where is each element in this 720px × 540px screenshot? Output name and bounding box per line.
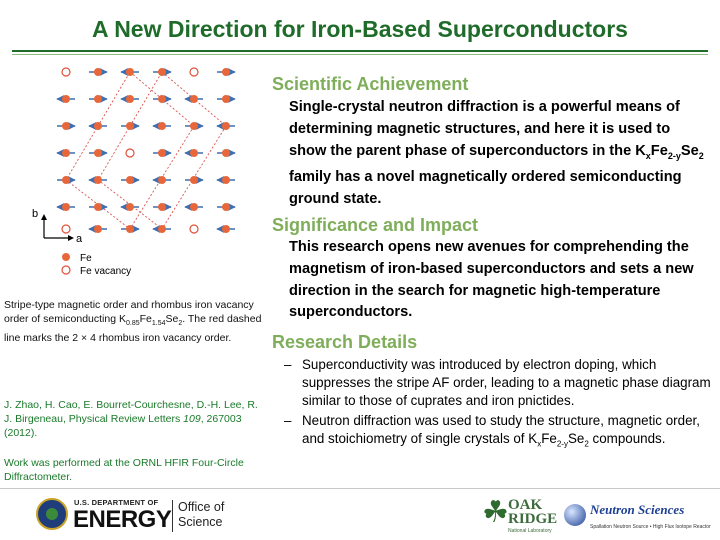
footer-divider: [0, 488, 720, 489]
figure-caption: Stripe-type magnetic order and rhombus iron vacancy order of semiconducting $K_{0.85}Fe_{1.54}Se_2$. The red dashed line marks the 2 × 4 rhombus iron vacancy order.: [4, 299, 262, 345]
fe-vacancy-site: [62, 225, 70, 233]
fe-site: [126, 122, 134, 130]
legend-fe-marker: [62, 253, 70, 261]
oak-leaf-icon: ☘: [482, 496, 509, 529]
heading-research-details: Research Details: [272, 332, 418, 352]
fe-site: [62, 95, 70, 103]
fe-site: [94, 203, 102, 211]
legend-vacancy-marker: [62, 266, 70, 274]
fe-site: [62, 149, 70, 157]
fe-site: [158, 68, 166, 76]
ornl-wordmark: OAK RIDGE: [508, 497, 558, 527]
fe-site: [94, 122, 102, 130]
achievement-text: Single-crystal neutron diffraction is a powerful means of determining magnetic structures, and here it is used to show the parent phase of superconductors in the $K_xFe_{2-y}Se_2$ family has a novel magnetically ordered semiconducting ground state.: [289, 99, 704, 208]
fe-site: [222, 95, 230, 103]
details-list: [284, 356, 714, 456]
impact-text: This research opens new avenues for comprehending the magnetism of iron-based superconductors and sets a new direction in the search for magnetic high-temperature superconductors.: [289, 239, 694, 321]
fe-site: [94, 176, 102, 184]
doe-logo: [36, 496, 236, 536]
office-of-science: Office of Science: [178, 500, 225, 529]
lattice-diagram: [32, 62, 270, 277]
fe-site: [126, 176, 134, 184]
fe-site: [62, 203, 70, 211]
fe-site: [158, 149, 166, 157]
legend-vacancy-label: Fe vacancy: [80, 266, 132, 277]
facility-note: Work was performed at the ORNL HFIR Four-Circle Diffractometer.: [4, 457, 244, 483]
rhombus-dashed-line: [66, 72, 226, 229]
page-title: A New Direction for Iron-Based Superconductors: [92, 16, 628, 42]
fe-site: [62, 176, 70, 184]
doe-divider: [172, 500, 173, 532]
list-item: – Neutron diffraction was used to study the structure, magnetic order, and stoichiometry of single crystals of $K_xFe_{2-y}Se_2$ compounds.: [284, 413, 700, 449]
fe-site: [158, 203, 166, 211]
fe-site: [222, 176, 230, 184]
fe-site: [126, 225, 134, 233]
fe-site: [190, 203, 198, 211]
fe-vacancy-site: [190, 225, 198, 233]
fe-site: [222, 122, 230, 130]
title-divider-light: [12, 54, 708, 55]
fe-site: [94, 95, 102, 103]
fe-site: [190, 149, 198, 157]
fe-site: [94, 68, 102, 76]
ornl-subtitle: National Laboratory: [508, 528, 552, 534]
fe-vacancy-site: [126, 149, 134, 157]
fe-vacancy-site: [62, 68, 70, 76]
legend-fe-label: Fe: [80, 253, 92, 264]
citation: J. Zhao, H. Cao, E. Bourret-Courchesne, D.-H. Lee, R. J. Birgeneau, Physical Review Letters 109, 267003 (2012).: [4, 399, 258, 439]
ns-subtitle: Spallation Neutron Source • High Flux Isotope Reactor: [590, 524, 711, 530]
doe-small-text: U.S. DEPARTMENT OF: [74, 498, 159, 507]
heading-significance-impact: Significance and Impact: [272, 215, 479, 235]
title-divider: [12, 50, 708, 52]
fe-site: [158, 225, 166, 233]
fe-site: [158, 122, 166, 130]
ns-wordmark: Neutron Sciences: [590, 502, 685, 517]
fe-site: [190, 122, 198, 130]
fe-site: [126, 203, 134, 211]
axis-b-label: b: [32, 208, 39, 220]
fe-site: [222, 149, 230, 157]
ornl-logo: [482, 494, 558, 536]
fe-site: [158, 176, 166, 184]
fe-site: [190, 176, 198, 184]
fe-site: [222, 203, 230, 211]
list-item: – Superconductivity was introduced by electron doping, which suppresses the stripe AF order, leading to a magnetic phase diagram similar to those of cuprates and iron pnictides.: [284, 357, 711, 408]
fe-site: [126, 68, 134, 76]
fe-site: [190, 95, 198, 103]
fe-vacancy-site: [190, 68, 198, 76]
doe-seal-icon: [36, 498, 68, 530]
fe-site: [126, 95, 134, 103]
doe-energy-text: ENERGY: [73, 506, 172, 533]
neutron-sphere-icon: [564, 504, 586, 526]
fe-site: [222, 225, 230, 233]
neutron-sciences-logo: [564, 496, 714, 538]
fe-site: [62, 122, 70, 130]
fe-site: [158, 95, 166, 103]
fe-site: [222, 68, 230, 76]
fe-site: [94, 149, 102, 157]
axis-a-label: a: [76, 233, 83, 245]
fe-site: [94, 225, 102, 233]
heading-scientific-achievement: Scientific Achievement: [272, 74, 469, 94]
